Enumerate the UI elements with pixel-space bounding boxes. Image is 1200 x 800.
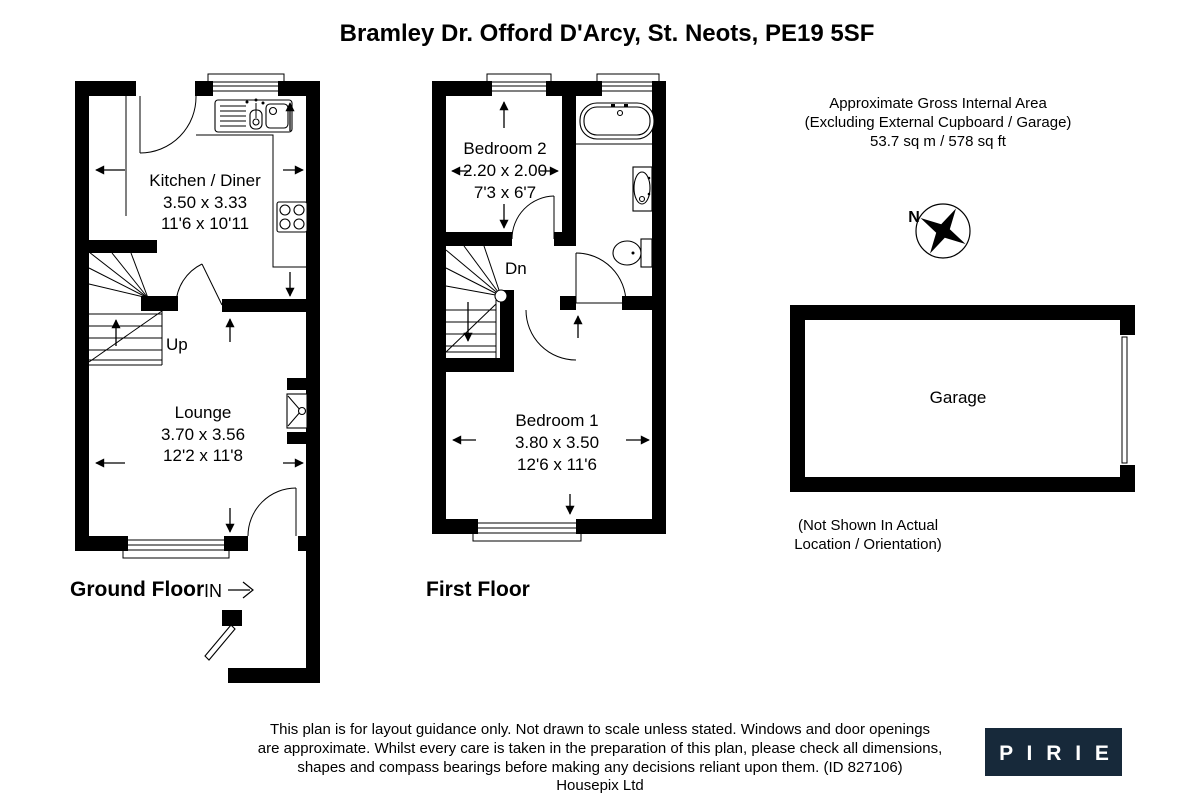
bedroom1-name: Bedroom 1	[515, 411, 599, 430]
stairs-down-label: Dn	[505, 259, 527, 278]
disclaimer-line4: Housepix Ltd	[556, 777, 644, 794]
basin-icon	[633, 167, 652, 211]
area-line2: (Excluding External Cupboard / Garage)	[804, 114, 1072, 131]
pirie-logo	[985, 728, 1122, 776]
bedroom1-imperial: 12'6 x 11'6	[517, 455, 597, 474]
page-title: Bramley Dr. Offord D'Arcy, St. Neots, PE19 5SF	[339, 20, 875, 47]
entrance-arrow-icon	[228, 582, 253, 598]
divider-wall-left	[89, 240, 157, 253]
porch-right-wall	[306, 551, 320, 683]
ground-floor-plan	[70, 74, 320, 683]
bedroom1-metric: 3.80 x 3.50	[514, 433, 600, 452]
kitchen-imperial: 11'6 x 10'11	[160, 214, 250, 233]
compass-north-label: N	[908, 209, 920, 226]
pirie-logo-text: P I R I E	[999, 742, 1113, 765]
disclaimer-line1: This plan is for layout guidance only. Not drawn to scale unless stated. Windows and door openings	[269, 721, 931, 738]
first-floor-plan	[426, 74, 666, 601]
porch-door	[205, 625, 235, 660]
garage-note-line2: Location / Orientation)	[794, 536, 942, 553]
fireplace-icon	[287, 378, 307, 444]
area-summary	[805, 95, 1072, 150]
compass-icon	[908, 204, 970, 258]
stairwell-bottom-wall	[446, 358, 514, 372]
stair-post-wall	[141, 296, 178, 311]
ground-floor-label: Ground Floor	[70, 578, 205, 601]
hob-icon	[277, 202, 307, 232]
sink-icon	[215, 99, 292, 133]
lounge-imperial: 12'2 x 11'8	[163, 446, 243, 465]
garage-label: Garage	[929, 388, 987, 407]
bed2-wall	[446, 232, 512, 246]
stairs-up-label: Up	[166, 335, 188, 354]
bed2-bath-wall	[562, 96, 576, 246]
entrance-label: IN	[204, 581, 222, 601]
divider-wall-right	[222, 299, 306, 312]
bedroom2-name: Bedroom 2	[463, 139, 547, 158]
bedroom2-imperial: 7'3 x 6'7	[473, 183, 537, 202]
bedroom2-metric: 2.20 x 2.00	[462, 161, 548, 180]
porch-wall-stub	[222, 610, 242, 626]
porch-bottom-wall	[228, 668, 320, 683]
garage-plan	[790, 305, 1135, 553]
bed2-wall-stub	[554, 232, 562, 246]
disclaimer-line2: are approximate. Whilst every care is taken in the preparation of this plan, please check all dimensions,	[257, 740, 943, 757]
toilet-icon	[613, 239, 652, 267]
disclaimer-line3: shapes and compass bearings before making any decisions reliant upon them. (ID 827106)	[297, 759, 903, 776]
kitchen-metric: 3.50 x 3.33	[162, 193, 248, 212]
garage-note-line1: (Not Shown In Actual	[797, 517, 939, 534]
area-line1: Approximate Gross Internal Area	[829, 95, 1047, 112]
disclaimer	[258, 721, 943, 794]
lounge-metric: 3.70 x 3.56	[160, 425, 246, 444]
area-line3: 53.7 sq m / 578 sq ft	[870, 133, 1006, 150]
landing-wall-stub	[560, 296, 576, 310]
lounge-name: Lounge	[174, 403, 232, 422]
kitchen-name: Kitchen / Diner	[149, 171, 261, 190]
first-floor-label: First Floor	[426, 578, 530, 601]
